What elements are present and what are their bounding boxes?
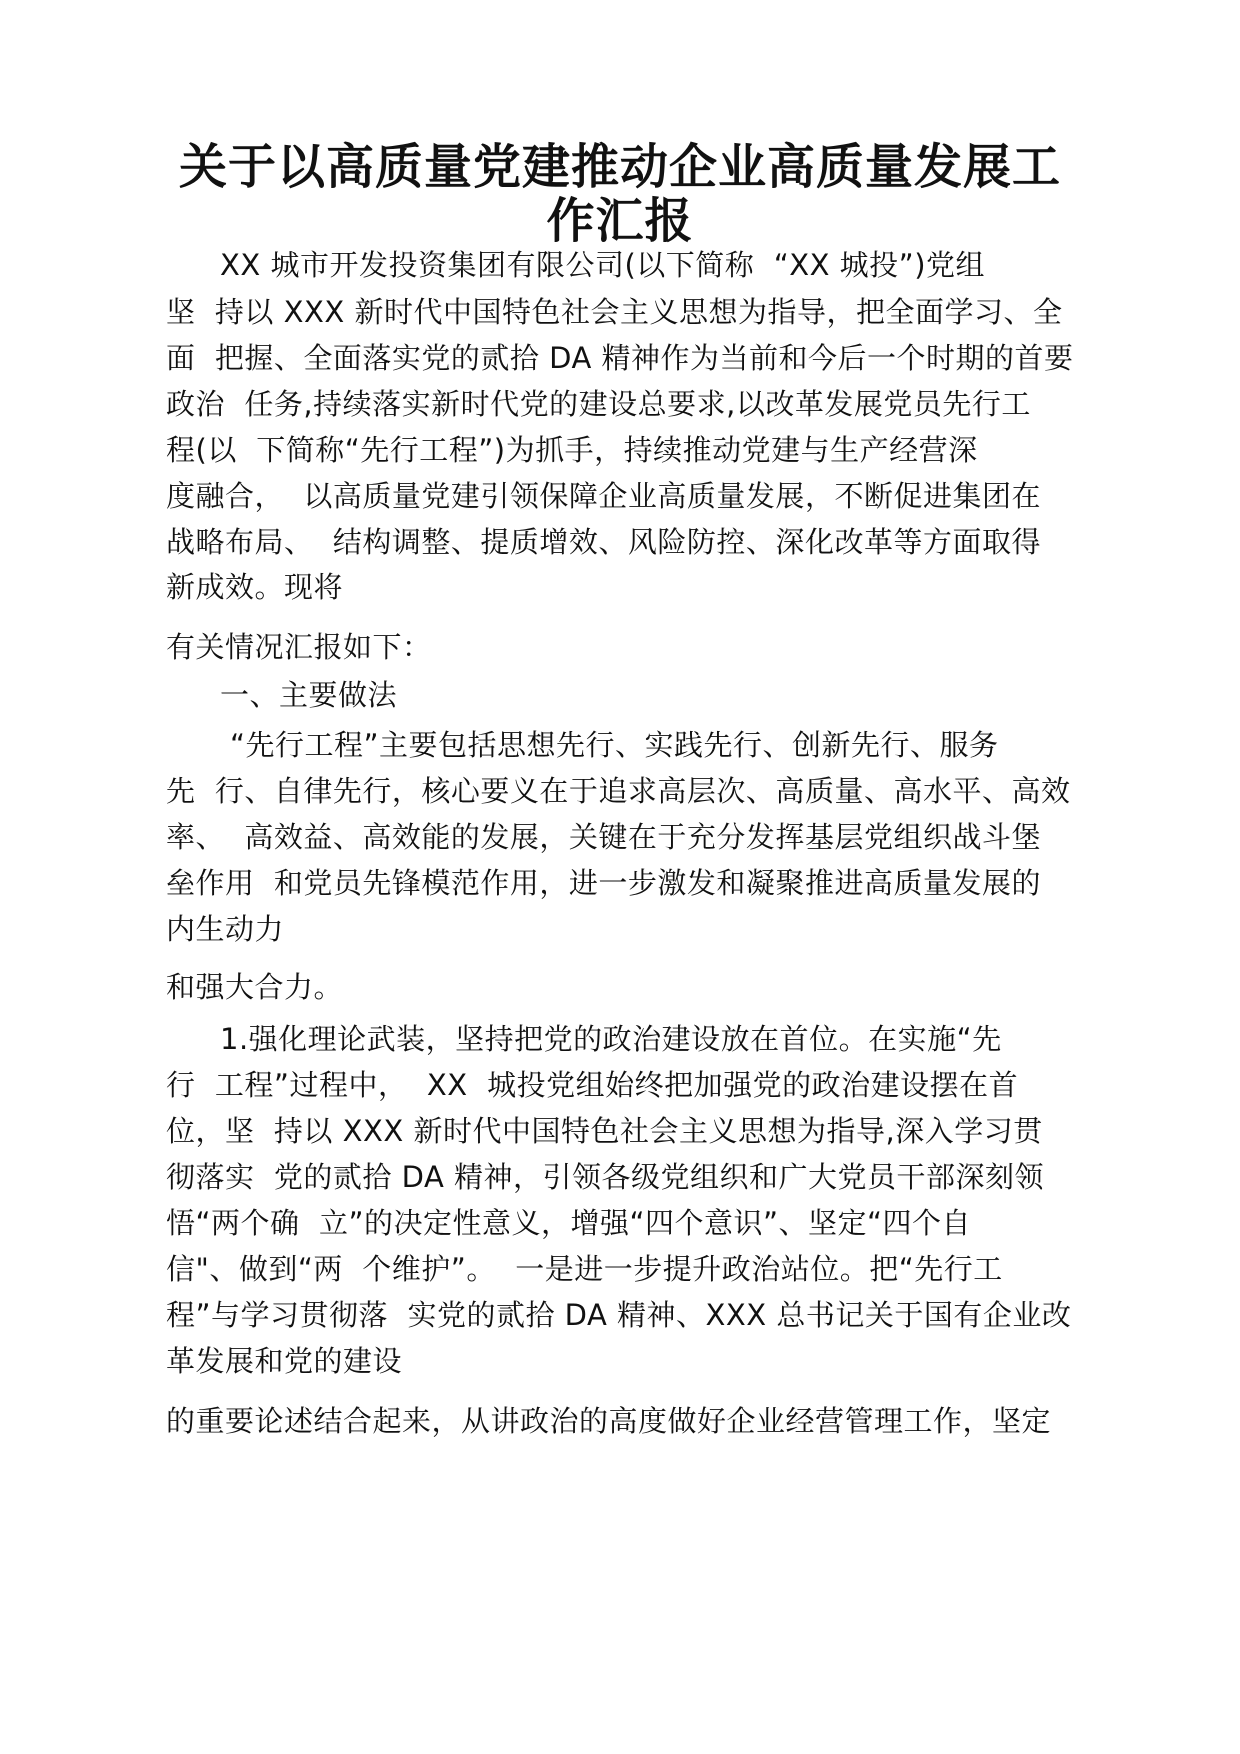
paragraph-line-8: 新成效。现将 <box>166 570 344 604</box>
paragraph-line-2: 坚 持以 XXX 新时代中国特色社会主义思想为指导，把全面学习、全 <box>166 295 1063 329</box>
paragraph-line-18: 位，坚 持以 XXX 新时代中国特色社会主义思想为指导,深入学习贯 <box>166 1114 1043 1148</box>
paragraph-line-19: 彻落实 党的贰拾 DA 精神，引领各级党组织和广大党员干部深刻领 <box>166 1160 1045 1194</box>
paragraph-line-7: 战略布局、 结构调整、提质增效、风险防控、深化改革等方面取得 <box>166 525 1041 559</box>
paragraph-line-13: 垒作用 和党员先锋模范作用，进一步激发和凝聚推进高质量发展的 <box>166 866 1041 900</box>
paragraph-line-10: “先行工程”主要包括思想先行、实践先行、创新先行、服务 <box>230 728 999 762</box>
paragraph-line-23: 革发展和党的建设 <box>166 1344 403 1378</box>
paragraph-line-4: 政治 任务,持续落实新时代党的建设总要求,以改革发展党员先行工 <box>166 387 1031 421</box>
paragraph-line-14: 内生动力 <box>166 912 285 946</box>
paragraph-line-3: 面 把握、全面落实党的贰拾 DA 精神作为当前和今后一个时期的首要 <box>166 341 1074 375</box>
paragraph-line-15: 和强大合力。 <box>166 970 344 1004</box>
paragraph-line-22: 程”与学习贯彻落 实党的贰拾 DA 精神、XXX 总书记关于国有企业改 <box>166 1298 1072 1332</box>
paragraph-line-9: 有关情况汇报如下： <box>166 630 432 664</box>
paragraph-line-6: 度融合， 以高质量党建引领保障企业高质量发展，不断促进集团在 <box>166 479 1041 513</box>
paragraph-line-12: 率、 高效益、高效能的发展，关键在于充分发挥基层党组织战斗堡 <box>166 820 1041 854</box>
paragraph-line-5: 程(以 下简称“先行工程”)为抓手，持续推动党建与生产经营深 <box>166 433 978 467</box>
paragraph-line-16: 1.强化理论武装，坚持把党的政治建设放在首位。在实施“先 <box>220 1022 1002 1056</box>
paragraph-line-24: 的重要论述结合起来，从讲政治的高度做好企业经营管理工作，坚定 <box>166 1404 1052 1438</box>
paragraph-line-20: 悟“两个确 立”的决定性意义，增强“四个意识”、坚定“四个自 <box>166 1206 972 1240</box>
document-title-line-1: 关于以高质量党建推动企业高质量发展工 <box>178 139 1061 195</box>
paragraph-line-21: 信"、做到“两 个维护”。 一是进一步提升政治站位。把“先行工 <box>166 1252 1003 1286</box>
document-title-line-2: 作汇报 <box>546 193 694 249</box>
paragraph-line-11: 先 行、自律先行，核心要义在于追求高层次、高质量、高水平、高效 <box>166 774 1071 808</box>
paragraph-line-1: XX 城市开发投资集团有限公司(以下简称 “XX 城投”)党组 <box>220 248 986 282</box>
paragraph-line-17: 行 工程”过程中， XX 城投党组始终把加强党的政治建设摆在首 <box>166 1068 1019 1102</box>
section-heading: 一、主要做法 <box>220 678 398 712</box>
